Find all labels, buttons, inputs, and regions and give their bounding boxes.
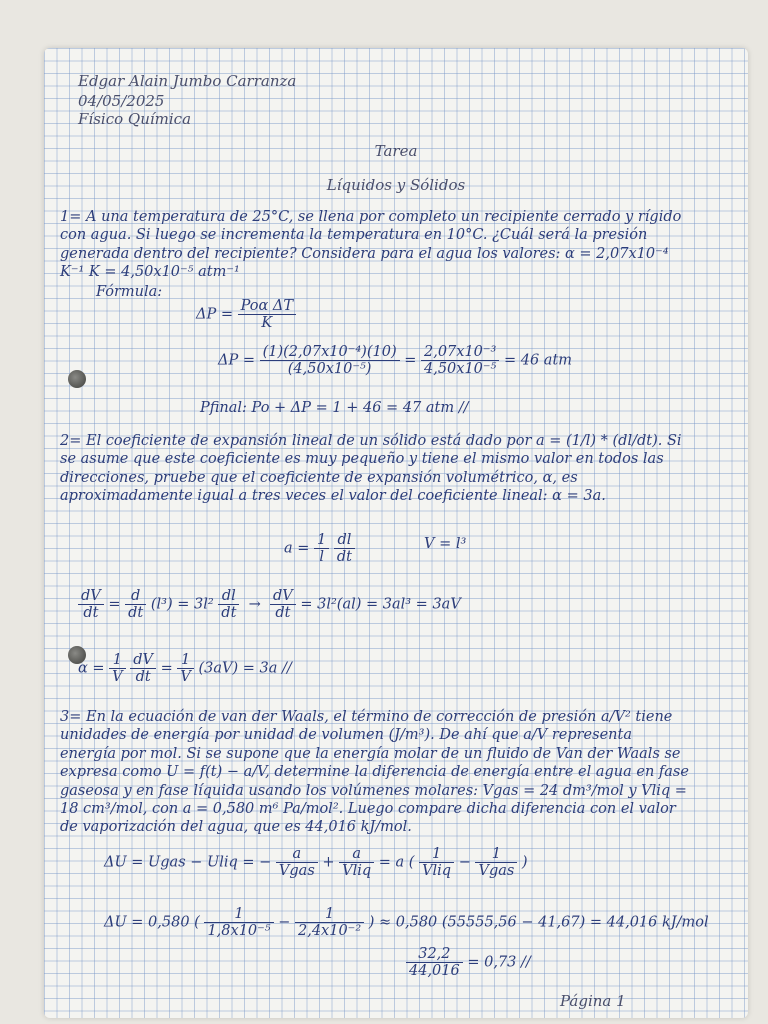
calc-numerator: (1)(2,07x10⁻⁴)(10) (260, 344, 400, 361)
n1-num: 1 (204, 906, 273, 923)
ratio-fraction (406, 946, 463, 979)
dv2-fraction (270, 588, 296, 621)
i2-den: Vgas (478, 863, 515, 879)
arrow-icon: → (248, 596, 261, 613)
notebook-page (44, 48, 748, 1018)
delta-u-numeric (104, 906, 709, 939)
n1-den: 1,8x10⁻⁵ (207, 923, 271, 939)
calc-denominator: (4,50x10⁻⁵) (287, 361, 372, 377)
formula-denominator: K (261, 315, 273, 331)
a-vgas-fraction (276, 846, 318, 879)
du2-rhs: ) ≈ 0,580 (55555,56 − 41,67) = 44,016 kJ/mol (368, 914, 709, 931)
du-lhs: ΔU = Ugas − Uliq = − (104, 854, 272, 871)
i1-den: Vliq (422, 863, 452, 879)
dv-fraction (78, 588, 104, 621)
d-num: d (125, 588, 146, 605)
d-den: dt (128, 605, 144, 621)
chain-result: = 3l²(al) = 3al³ = 3aV (300, 596, 461, 613)
dv3-den: dt (135, 669, 151, 685)
delta-u-expression (104, 846, 528, 879)
chain-mid: (l³) = 3l² (150, 596, 214, 613)
a-fraction-2 (334, 532, 355, 565)
dv3-num: dV (130, 652, 156, 669)
one2-v-fraction (177, 652, 193, 685)
alpha-lhs: α = (78, 660, 105, 677)
alpha-result: α = $\frac{1}{V}$ $\frac{dV}{dt}$ = $\frac{1}{V}$ (3aV) = 3a // (78, 652, 292, 685)
page-title: Tarea (374, 142, 418, 160)
d-fraction (125, 588, 146, 621)
alpha-rhs: (3aV) = 3a // (198, 660, 292, 677)
page-subtitle: Líquidos y Sólidos (326, 176, 466, 194)
one-num: 1 (109, 652, 125, 669)
calc-lhs: ΔP = (218, 352, 255, 369)
a-fraction-1 (314, 532, 329, 565)
calc-fraction-2 (421, 344, 499, 377)
dl-fraction (218, 588, 239, 621)
n2-num: 1 (295, 906, 364, 923)
a-lhs: a = (284, 540, 310, 557)
n2-fraction (295, 906, 364, 939)
minus-sign: − (458, 854, 471, 871)
calculation-1 (218, 344, 572, 377)
linear-coefficient-def (284, 532, 355, 565)
calc-numerator-2: 2,07x10⁻³ (421, 344, 499, 361)
ratio-rhs: = 0,73 // (467, 954, 531, 971)
dl-num: dl (218, 588, 239, 605)
subject: Físico Química (78, 110, 192, 128)
dv-num: dV (78, 588, 104, 605)
formula-label: Fórmula: (96, 284, 163, 300)
ratio-result (406, 946, 531, 979)
inv-vliq-fraction (419, 846, 454, 879)
calc-fraction-1 (260, 344, 400, 377)
calc-result: = 46 atm (503, 352, 573, 369)
volume-def: V = l³ (424, 536, 467, 552)
one2-den: V (180, 669, 191, 685)
final-pressure: Pfinal: Po + ΔP = 1 + 46 = 47 atm // (200, 400, 469, 416)
i2-num: 1 (475, 846, 517, 863)
dv2-den: dt (275, 605, 291, 621)
derivative-chain: $\frac{dV}{dt}$ = $\frac{d}{dt}$ (l³) = 3l² $\frac{dl}{dt}$ → $\frac{dV}{dt}$ = 3l²(al) = 3al³ = 3aV (78, 588, 461, 621)
a-num-1: 1 (314, 532, 329, 549)
dv2-num: dV (270, 588, 296, 605)
n2-den: 2,4x10⁻² (297, 923, 362, 939)
close-paren: ) (521, 854, 528, 871)
a1-den: Vgas (278, 863, 315, 879)
binder-hole (68, 370, 86, 388)
formula-fraction (238, 298, 296, 331)
a-vliq-fraction (339, 846, 374, 879)
formula-numerator: Poα ΔT (238, 298, 296, 315)
a-num-2: dl (334, 532, 355, 549)
a-den-1: l (319, 549, 324, 565)
dl-den: dt (221, 605, 237, 621)
ratio-num: 32,2 (406, 946, 463, 963)
a1-num: a (276, 846, 318, 863)
ratio-den: 44,016 (409, 963, 460, 979)
one2-num: 1 (177, 652, 193, 669)
plus-sign: + (322, 854, 335, 871)
one-den: V (112, 669, 123, 685)
problem-3-text: 3= En la ecuación de van der Waals, el término de corrección de presión a/V² tiene unidades de energía por unidad de volumen (J/m³). De ahí que a/V representa energía por mol. Si se supone que la energía molar de un fluido de Van der Waals se expresa como U = f(t) − a/V, determine la diferencia de energía entre el agua en fase gaseosa y en fase líquida usando los volúmenes molares: Vgas = 24 dm³/mol y Vliq = 18 cm³/mol, con a = 0,580 m⁶ Pa/mol². Luego compare dicha diferencia con el valor de vaporización del agua, que es 44,016 kJ/mol. (60, 709, 689, 836)
minus-sign-2: − (278, 914, 291, 931)
eq-a: = a ( (378, 854, 415, 871)
date: 04/05/2025 (78, 92, 165, 110)
page-number: Página 1 (560, 992, 626, 1010)
a2-num: a (339, 846, 374, 863)
formula-1 (196, 298, 296, 331)
n1-fraction (204, 906, 273, 939)
calc-denominator-2: 4,50x10⁻⁵ (423, 361, 497, 377)
problem-2-text: 2= El coeficiente de expansión lineal de un sólido está dado por a = (1/l) * (dl/dt). Si se asume que este coeficiente es muy pequeño y tiene el mismo valor en todos las direcciones, pruebe que el coeficiente de expansión volumétrico, α, es aproximadamente igual a tres veces el valor del coeficiente lineal: α = 3a. (60, 433, 682, 505)
dv-den: dt (83, 605, 99, 621)
a2-den: Vliq (342, 863, 372, 879)
calc-equals: = (404, 352, 417, 369)
inv-vgas-fraction (475, 846, 517, 879)
problem-1-text: 1= A una temperatura de 25°C, se llena por completo un recipiente cerrado y rígido con agua. Si luego se incrementa la temperatura en 10°C. ¿Cuál será la presión generada dentro del recipiente? Considera para el agua los valores: α = 2,07x10⁻⁴ K⁻¹ K = 4,50x10⁻⁵ atm⁻¹ (60, 209, 682, 281)
formula-lhs: ΔP = (196, 306, 233, 323)
i1-num: 1 (419, 846, 454, 863)
du2-lhs: ΔU = 0,580 ( (104, 914, 200, 931)
author-name: Edgar Alain Jumbo Carranza (78, 72, 297, 90)
one-v-fraction (109, 652, 125, 685)
dv3-fraction (130, 652, 156, 685)
a-den-2: dt (336, 549, 352, 565)
